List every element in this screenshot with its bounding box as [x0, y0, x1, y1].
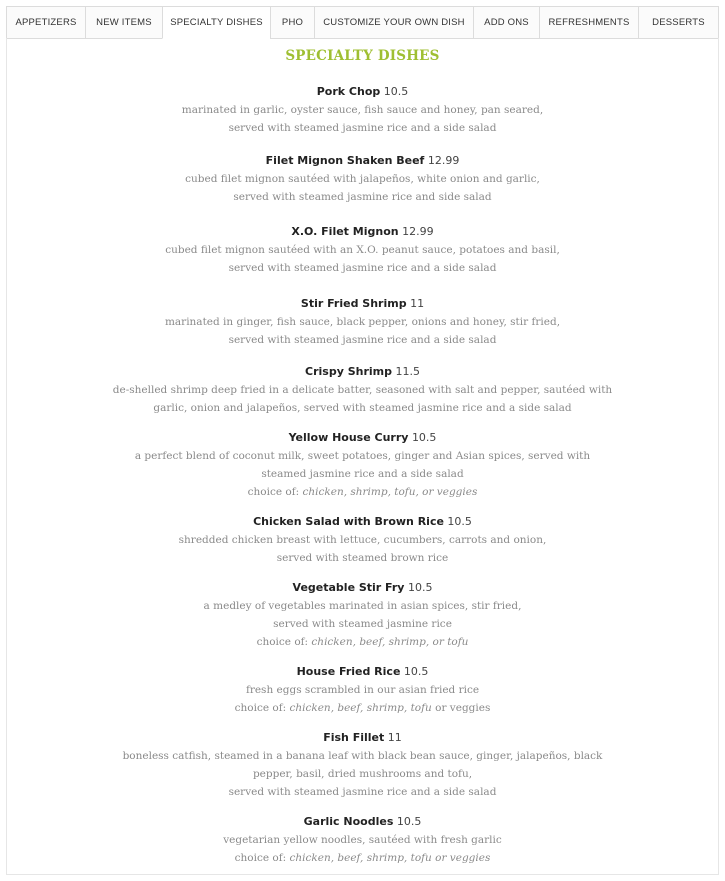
- menu-item-price: 11: [387, 731, 402, 744]
- menu-item-price: 12.99: [402, 225, 434, 238]
- menu-item-choices: [0, 699, 725, 717]
- menu-item: [0, 579, 725, 651]
- choice-label: choice of:: [247, 486, 303, 498]
- menu-item-title: [0, 152, 725, 170]
- menu-item-description: marinated in ginger, fish sauce, black pepper, onions and honey, stir fried,: [164, 316, 561, 328]
- menu-item: [0, 429, 725, 501]
- tab-appetizers[interactable]: APPETIZERS: [6, 6, 85, 39]
- tab-specialty-dishes[interactable]: SPECIALTY DISHES: [162, 6, 270, 39]
- menu-item-title: [0, 363, 725, 381]
- menu-item-description: served with steamed jasmine rice and a side salad: [228, 786, 497, 798]
- choice-options: chicken, beef, shrimp, or tofu: [311, 636, 469, 648]
- tab-refreshments[interactable]: REFRESHMENTS: [539, 6, 638, 39]
- menu-item-title: [0, 579, 725, 597]
- menu-item-title: [0, 663, 725, 681]
- choice-label: choice of:: [234, 702, 290, 714]
- menu-item-description: served with steamed brown rice: [276, 552, 449, 564]
- menu-item-name: Yellow House Curry: [288, 431, 409, 444]
- choice-suffix: or veggies: [431, 702, 491, 714]
- menu-item-name: X.O. Filet Mignon: [291, 225, 399, 238]
- menu-item-description: served with steamed jasmine rice and side salad: [233, 191, 492, 203]
- menu-item: [0, 513, 725, 567]
- menu-item: [0, 223, 725, 277]
- menu-item-title: [0, 513, 725, 531]
- tab-new-items[interactable]: NEW ITEMS: [85, 6, 162, 39]
- menu-item-title: [0, 813, 725, 831]
- menu-item-description: steamed jasmine rice and a side salad: [261, 468, 464, 480]
- menu-item-description: marinated in garlic, oyster sauce, fish sauce and honey, pan seared,: [181, 104, 544, 116]
- menu-item-price: 12.99: [427, 154, 460, 167]
- menu-item-description: served with steamed jasmine rice: [273, 618, 452, 630]
- menu-item-title: [0, 295, 725, 313]
- menu-item-title: [0, 729, 725, 747]
- menu-item-description: served with steamed jasmine rice and a side salad: [228, 334, 497, 346]
- menu-tabs: [6, 6, 719, 39]
- menu-item: [0, 729, 725, 801]
- menu-item-title: [0, 223, 725, 241]
- tab-add-ons[interactable]: ADD ONS: [473, 6, 539, 39]
- menu-item-price: 10.5: [411, 431, 437, 444]
- menu-item-description: a medley of vegetables marinated in asian spices, stir fried,: [203, 600, 522, 612]
- menu-item-choices: [0, 849, 725, 867]
- menu-item-title: [0, 83, 725, 101]
- menu-item: [0, 152, 725, 206]
- menu-item-name: Stir Fried Shrimp: [300, 297, 407, 310]
- menu-item-description: fresh eggs scrambled in our asian fried rice: [245, 684, 480, 696]
- menu-item-description: boneless catfish, steamed in a banana leaf with black bean sauce, ginger, jalapeños, black: [122, 750, 603, 762]
- menu-item-price: 10.5: [407, 581, 433, 594]
- menu-item-description: shredded chicken breast with lettuce, cucumbers, carrots and onion,: [178, 534, 547, 546]
- tab-pho[interactable]: PHO: [270, 6, 314, 39]
- tab-desserts[interactable]: DESSERTS: [638, 6, 719, 39]
- choice-label: choice of:: [234, 852, 290, 864]
- menu-item: [0, 663, 725, 717]
- menu-item-description: a perfect blend of coconut milk, sweet potatoes, ginger and Asian spices, served with: [134, 450, 591, 462]
- menu-item: [0, 813, 725, 867]
- menu-item: [0, 295, 725, 349]
- menu-item-name: Chicken Salad with Brown Rice: [253, 515, 444, 528]
- menu-item-name: Pork Chop: [316, 85, 381, 98]
- menu-item-description: vegetarian yellow noodles, sautéed with fresh garlic: [223, 834, 502, 846]
- menu-item-name: Crispy Shrimp: [305, 365, 392, 378]
- menu-item-description: cubed filet mignon sautéed with jalapeños, white onion and garlic,: [185, 173, 540, 185]
- tab-customize-your-own-dish[interactable]: CUSTOMIZE YOUR OWN DISH: [314, 6, 473, 39]
- menu-item-price: 10.5: [447, 515, 472, 528]
- choice-options: chicken, shrimp, tofu, or veggies: [302, 486, 478, 498]
- menu-item-description: served with steamed jasmine rice and a side salad: [228, 262, 497, 274]
- menu-item-price: 11: [410, 297, 425, 310]
- choice-label: choice of:: [256, 636, 312, 648]
- menu-item: [0, 363, 725, 417]
- menu-item-description: cubed filet mignon sautéed with an X.O. peanut sauce, potatoes and basil,: [165, 244, 560, 256]
- menu-item-price: 10.5: [403, 665, 429, 678]
- menu-item-price: 11.5: [395, 365, 420, 378]
- menu-item-name: Vegetable Stir Fry: [292, 581, 405, 594]
- menu-item-name: House Fried Rice: [296, 665, 401, 678]
- menu-item: [0, 83, 725, 137]
- menu-item-price: 10.5: [396, 815, 422, 828]
- choice-options: chicken, beef, shrimp, tofu or veggies: [289, 852, 491, 864]
- menu-item-description: garlic, onion and jalapeños, served with steamed jasmine rice and a side salad: [153, 402, 572, 414]
- choice-options: chicken, beef, shrimp, tofu: [289, 702, 432, 714]
- menu-item-choices: [0, 483, 725, 501]
- menu-item-price: 10.5: [383, 85, 409, 98]
- menu-item-description: de-shelled shrimp deep fried in a delicate batter, seasoned with salt and pepper, sautéed with: [112, 384, 613, 396]
- menu-item-choices: [0, 633, 725, 651]
- menu-item-name: Filet Mignon Shaken Beef: [265, 154, 425, 167]
- menu-item-description: pepper, basil, dried mushrooms and tofu,: [252, 768, 473, 780]
- menu-item-name: Garlic Noodles: [303, 815, 394, 828]
- menu-item-description: served with steamed jasmine rice and a side salad: [228, 122, 497, 134]
- menu-item-title: [0, 429, 725, 447]
- section-title: SPECIALTY DISHES: [285, 48, 440, 64]
- menu-item-name: Fish Fillet: [323, 731, 385, 744]
